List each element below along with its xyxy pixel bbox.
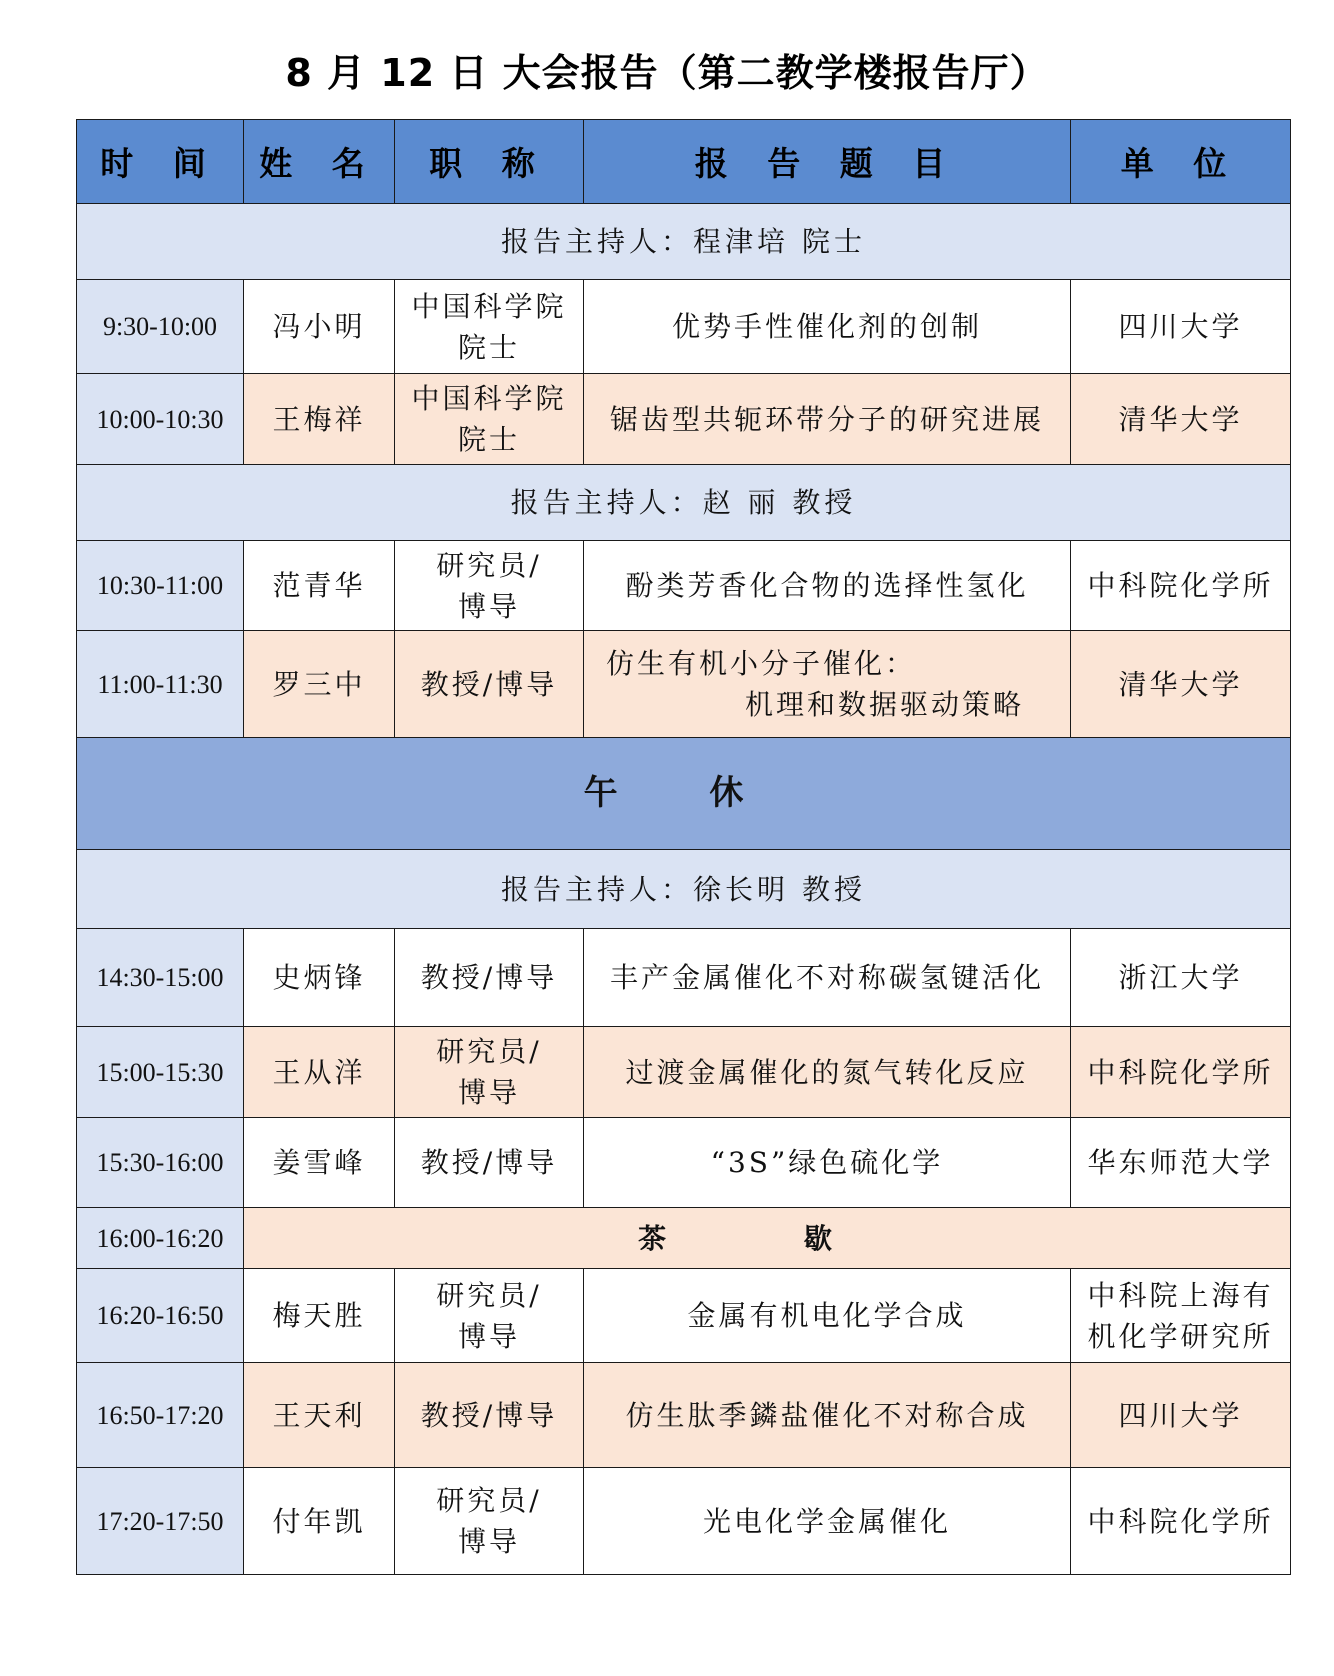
page-title: 8 月 12 日 大会报告（第二教学楼报告厅） — [285, 51, 1049, 95]
affiliation-line: 中科院化学所 — [1087, 1055, 1274, 1089]
speaker-title-line: 博导 — [457, 1525, 520, 1558]
affiliation — [1071, 1118, 1291, 1208]
affiliation — [1071, 1468, 1291, 1575]
affiliation-line: 中科院化学所 — [1087, 569, 1274, 602]
time-cell: 16:00-16:20 — [77, 1208, 244, 1269]
time-cell: 16:20-16:50 — [77, 1269, 244, 1363]
host-label: 报告主持人：程津培 院士 — [77, 204, 1291, 280]
speaker-name: 罗三中 — [244, 631, 395, 738]
speaker-title-line: 博导 — [457, 589, 520, 623]
time-cell: 15:30-16:00 — [77, 1118, 244, 1208]
speaker-name: 王天利 — [244, 1363, 395, 1468]
speaker-title-line: 教授/博导 — [420, 961, 558, 994]
speaker-title-line: 博导 — [457, 1076, 520, 1109]
tea-break-row — [77, 1208, 1291, 1269]
affiliation — [1071, 374, 1291, 465]
speaker-name: 史炳锋 — [244, 929, 395, 1027]
talk-row — [77, 1363, 1291, 1468]
host-label: 报告主持人：徐长明 教授 — [77, 850, 1291, 929]
affiliation — [1071, 1363, 1291, 1468]
talk-topic — [584, 1027, 1071, 1118]
speaker-title-line: 教授/博导 — [420, 1398, 558, 1432]
talk-topic-line: 酚类芳香化合物的选择性氢化 — [625, 569, 1029, 602]
speaker-title — [395, 1468, 584, 1575]
time-cell: 10:00-10:30 — [77, 374, 244, 465]
time-cell: 16:50-17:20 — [77, 1363, 244, 1468]
speaker-name: 付年凯 — [244, 1468, 395, 1575]
talk-topic-line: 光电化学金属催化 — [702, 1504, 951, 1538]
speaker-title — [395, 1027, 584, 1118]
speaker-title-line: 研究员/ — [436, 1278, 542, 1312]
talk-row — [77, 1118, 1291, 1208]
affiliation-line: 四川大学 — [1118, 310, 1243, 343]
affiliation — [1071, 929, 1291, 1027]
speaker-title-line: 中国科学院 — [411, 382, 567, 415]
time-cell: 9:30-10:00 — [77, 280, 244, 374]
talk-row — [77, 1468, 1291, 1575]
header-name: 姓 名 — [244, 120, 395, 204]
talk-topic-line: 过渡金属催化的氮气转化反应 — [625, 1055, 1029, 1089]
tea-break-label: 茶 歇 — [244, 1208, 1291, 1269]
talk-topic — [584, 280, 1071, 374]
header-topic: 报 告 题 目 — [584, 120, 1071, 204]
talk-row — [77, 929, 1291, 1027]
speaker-title — [395, 280, 584, 374]
affiliation — [1071, 1027, 1291, 1118]
affiliation-line: 四川大学 — [1118, 1398, 1243, 1432]
affiliation-line: 清华大学 — [1118, 667, 1243, 701]
talk-topic — [584, 631, 1071, 738]
talk-row — [77, 631, 1291, 738]
speaker-name: 梅天胜 — [244, 1269, 395, 1363]
affiliation-line: 机化学研究所 — [1087, 1319, 1274, 1353]
lunch-break-row — [77, 738, 1291, 850]
time-cell: 14:30-15:00 — [77, 929, 244, 1027]
host-row — [77, 204, 1291, 280]
affiliation-line: 中科院上海有 — [1087, 1278, 1274, 1312]
talk-topic-line: 仿生肽季鏻盐催化不对称合成 — [625, 1398, 1029, 1432]
speaker-title-line: 研究员/ — [436, 1484, 542, 1517]
speaker-title-line: 教授/博导 — [420, 667, 558, 701]
speaker-title-line: 院士 — [457, 423, 520, 456]
time-cell: 15:00-15:30 — [77, 1027, 244, 1118]
talk-topic — [584, 1468, 1071, 1575]
talk-topic-line: 机理和数据驱动策略 — [744, 688, 1024, 721]
host-row — [77, 850, 1291, 929]
speaker-name: 冯小明 — [244, 280, 395, 374]
time-cell: 10:30-11:00 — [77, 541, 244, 631]
talk-topic — [584, 541, 1071, 631]
affiliation — [1071, 1269, 1291, 1363]
talk-topic — [584, 1363, 1071, 1468]
speaker-name: 王从洋 — [244, 1027, 395, 1118]
talk-topic-line: 仿生有机小分子催化： — [606, 647, 917, 680]
speaker-title-line: 教授/博导 — [420, 1146, 558, 1179]
affiliation — [1071, 280, 1291, 374]
speaker-title — [395, 929, 584, 1027]
host-row — [77, 465, 1291, 541]
speaker-title — [395, 541, 584, 631]
talk-row — [77, 1269, 1291, 1363]
speaker-name: 王梅祥 — [244, 374, 395, 465]
speaker-name: 范青华 — [244, 541, 395, 631]
host-label: 报告主持人：赵 丽 教授 — [77, 465, 1291, 541]
talk-topic-line: 锯齿型共轭环带分子的研究进展 — [609, 402, 1044, 436]
lunch-break-label: 午 休 — [77, 738, 1291, 850]
talk-topic-line: 优势手性催化剂的创制 — [671, 310, 982, 343]
header-unit: 单 位 — [1071, 120, 1291, 204]
schedule-table — [76, 119, 1291, 1575]
speaker-title — [395, 1118, 584, 1208]
header-title: 职 称 — [395, 120, 584, 204]
time-cell: 17:20-17:50 — [77, 1468, 244, 1575]
talk-topic — [584, 1118, 1071, 1208]
header-row — [77, 120, 1291, 204]
talk-topic-line: “3S”绿色硫化学 — [710, 1146, 944, 1179]
talk-topic — [584, 1269, 1071, 1363]
talk-topic — [584, 929, 1071, 1027]
talk-row — [77, 374, 1291, 465]
speaker-title-line: 博导 — [457, 1319, 520, 1353]
schedule-body — [77, 204, 1291, 1575]
time-cell: 11:00-11:30 — [77, 631, 244, 738]
talk-topic — [584, 374, 1071, 465]
speaker-name: 姜雪峰 — [244, 1118, 395, 1208]
affiliation-line: 华东师范大学 — [1087, 1146, 1274, 1179]
speaker-title-line: 研究员/ — [436, 548, 542, 582]
speaker-title-line: 中国科学院 — [411, 289, 567, 323]
affiliation-line: 清华大学 — [1118, 402, 1243, 436]
header-time: 时 间 — [77, 120, 244, 204]
talk-topic-line: 金属有机电化学合成 — [687, 1299, 967, 1332]
affiliation — [1071, 541, 1291, 631]
speaker-title-line: 研究员/ — [436, 1035, 542, 1068]
speaker-title — [395, 631, 584, 738]
talk-row — [77, 280, 1291, 374]
speaker-title — [395, 1269, 584, 1363]
talk-row — [77, 1027, 1291, 1118]
affiliation-line: 中科院化学所 — [1087, 1504, 1274, 1538]
talk-row — [77, 541, 1291, 631]
affiliation-line: 浙江大学 — [1118, 961, 1243, 994]
talk-topic-line: 丰产金属催化不对称碳氢键活化 — [609, 961, 1044, 994]
speaker-title — [395, 1363, 584, 1468]
affiliation — [1071, 631, 1291, 738]
speaker-title-line: 院士 — [457, 330, 520, 364]
speaker-title — [395, 374, 584, 465]
